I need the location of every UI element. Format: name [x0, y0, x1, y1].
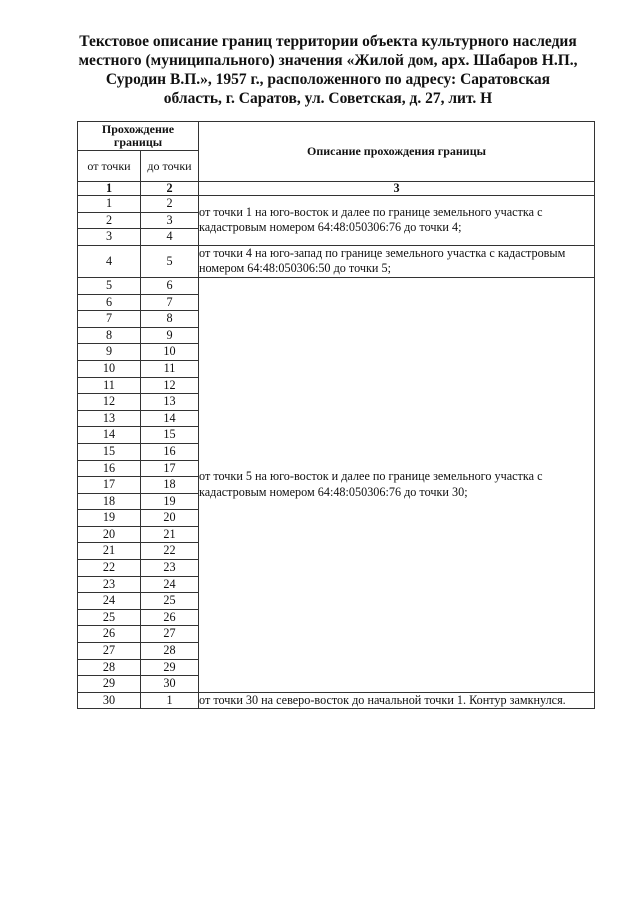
from-point-cell: 27 — [78, 643, 141, 660]
title-line-4: область, г. Саратов, ул. Советская, д. 27, лит. Н — [163, 90, 493, 107]
to-point-cell: 8 — [141, 311, 199, 328]
to-point-cell: 7 — [141, 294, 199, 311]
from-point-cell: 28 — [78, 659, 141, 676]
to-point-cell: 28 — [141, 643, 199, 660]
from-point-cell: 13 — [78, 410, 141, 427]
from-point-cell: 30 — [78, 692, 141, 709]
description-cell: от точки 1 на юго-восток и далее по границе земельного участка с кадастровым номером 64:48:050306:76 до точки 4; — [199, 196, 595, 246]
to-point-cell: 26 — [141, 609, 199, 626]
from-point-cell: 1 — [78, 196, 141, 213]
to-point-cell: 29 — [141, 659, 199, 676]
document-title — [40, 32, 616, 108]
table-row — [78, 692, 595, 709]
table-body — [78, 196, 595, 709]
header-description: Описание прохождения границы — [199, 122, 595, 182]
from-point-cell: 19 — [78, 510, 141, 527]
to-point-cell: 24 — [141, 576, 199, 593]
description-cell: от точки 4 на юго-запад по границе земельного участка с кадастровым номером 64:48:050306:50 до точки 5; — [199, 245, 595, 277]
to-point-cell: 2 — [141, 196, 199, 213]
to-point-cell: 3 — [141, 212, 199, 229]
from-point-cell: 17 — [78, 477, 141, 494]
from-point-cell: 7 — [78, 311, 141, 328]
to-point-cell: 9 — [141, 327, 199, 344]
to-point-cell: 30 — [141, 676, 199, 693]
to-point-cell: 13 — [141, 394, 199, 411]
to-point-cell: 4 — [141, 229, 199, 246]
from-point-cell: 22 — [78, 560, 141, 577]
from-point-cell: 15 — [78, 443, 141, 460]
to-point-cell: 17 — [141, 460, 199, 477]
to-point-cell: 21 — [141, 526, 199, 543]
to-point-cell: 11 — [141, 360, 199, 377]
from-point-cell: 23 — [78, 576, 141, 593]
description-cell: от точки 30 на северо-восток до начальной точки 1. Контур замкнулся. — [199, 692, 595, 709]
title-line-1: Текстовое описание границ территории объекта культурного наследия — [79, 33, 577, 50]
from-point-cell: 14 — [78, 427, 141, 444]
to-point-cell: 6 — [141, 277, 199, 294]
from-point-cell: 24 — [78, 593, 141, 610]
from-point-cell: 8 — [78, 327, 141, 344]
from-point-cell: 18 — [78, 493, 141, 510]
from-point-cell: 5 — [78, 277, 141, 294]
to-point-cell: 23 — [141, 560, 199, 577]
to-point-cell: 22 — [141, 543, 199, 560]
from-point-cell: 4 — [78, 245, 141, 277]
header-to-point: до точки — [141, 151, 199, 182]
to-point-cell: 1 — [141, 692, 199, 709]
from-point-cell: 11 — [78, 377, 141, 394]
table-row — [78, 196, 595, 213]
description-cell: от точки 5 на юго-восток и далее по границе земельного участка с кадастровым номером 64:48:050306:76 до точки 30; — [199, 277, 595, 692]
to-point-cell: 10 — [141, 344, 199, 361]
from-point-cell: 21 — [78, 543, 141, 560]
to-point-cell: 18 — [141, 477, 199, 494]
from-point-cell: 16 — [78, 460, 141, 477]
to-point-cell: 12 — [141, 377, 199, 394]
from-point-cell: 12 — [78, 394, 141, 411]
from-point-cell: 3 — [78, 229, 141, 246]
from-point-cell: 20 — [78, 526, 141, 543]
column-number-2: 2 — [141, 182, 199, 196]
to-point-cell: 14 — [141, 410, 199, 427]
from-point-cell: 9 — [78, 344, 141, 361]
from-point-cell: 26 — [78, 626, 141, 643]
from-point-cell: 6 — [78, 294, 141, 311]
from-point-cell: 2 — [78, 212, 141, 229]
to-point-cell: 15 — [141, 427, 199, 444]
table-row — [78, 277, 595, 294]
to-point-cell: 25 — [141, 593, 199, 610]
column-number-3: 3 — [199, 182, 595, 196]
header-passage: Прохождение границы — [78, 122, 199, 151]
to-point-cell: 27 — [141, 626, 199, 643]
table-row — [78, 245, 595, 277]
to-point-cell: 19 — [141, 493, 199, 510]
to-point-cell: 16 — [141, 443, 199, 460]
header-from-point: от точки — [78, 151, 141, 182]
to-point-cell: 20 — [141, 510, 199, 527]
title-line-3: Суродин В.П.», 1957 г., расположенного по адресу: Саратовская — [105, 71, 551, 88]
column-number-1: 1 — [78, 182, 141, 196]
from-point-cell: 25 — [78, 609, 141, 626]
from-point-cell: 10 — [78, 360, 141, 377]
from-point-cell: 29 — [78, 676, 141, 693]
to-point-cell: 5 — [141, 245, 199, 277]
boundary-table — [77, 121, 595, 709]
title-line-2: местного (муниципального) значения «Жилой дом, арх. Шабаров Н.П., — [78, 52, 578, 69]
